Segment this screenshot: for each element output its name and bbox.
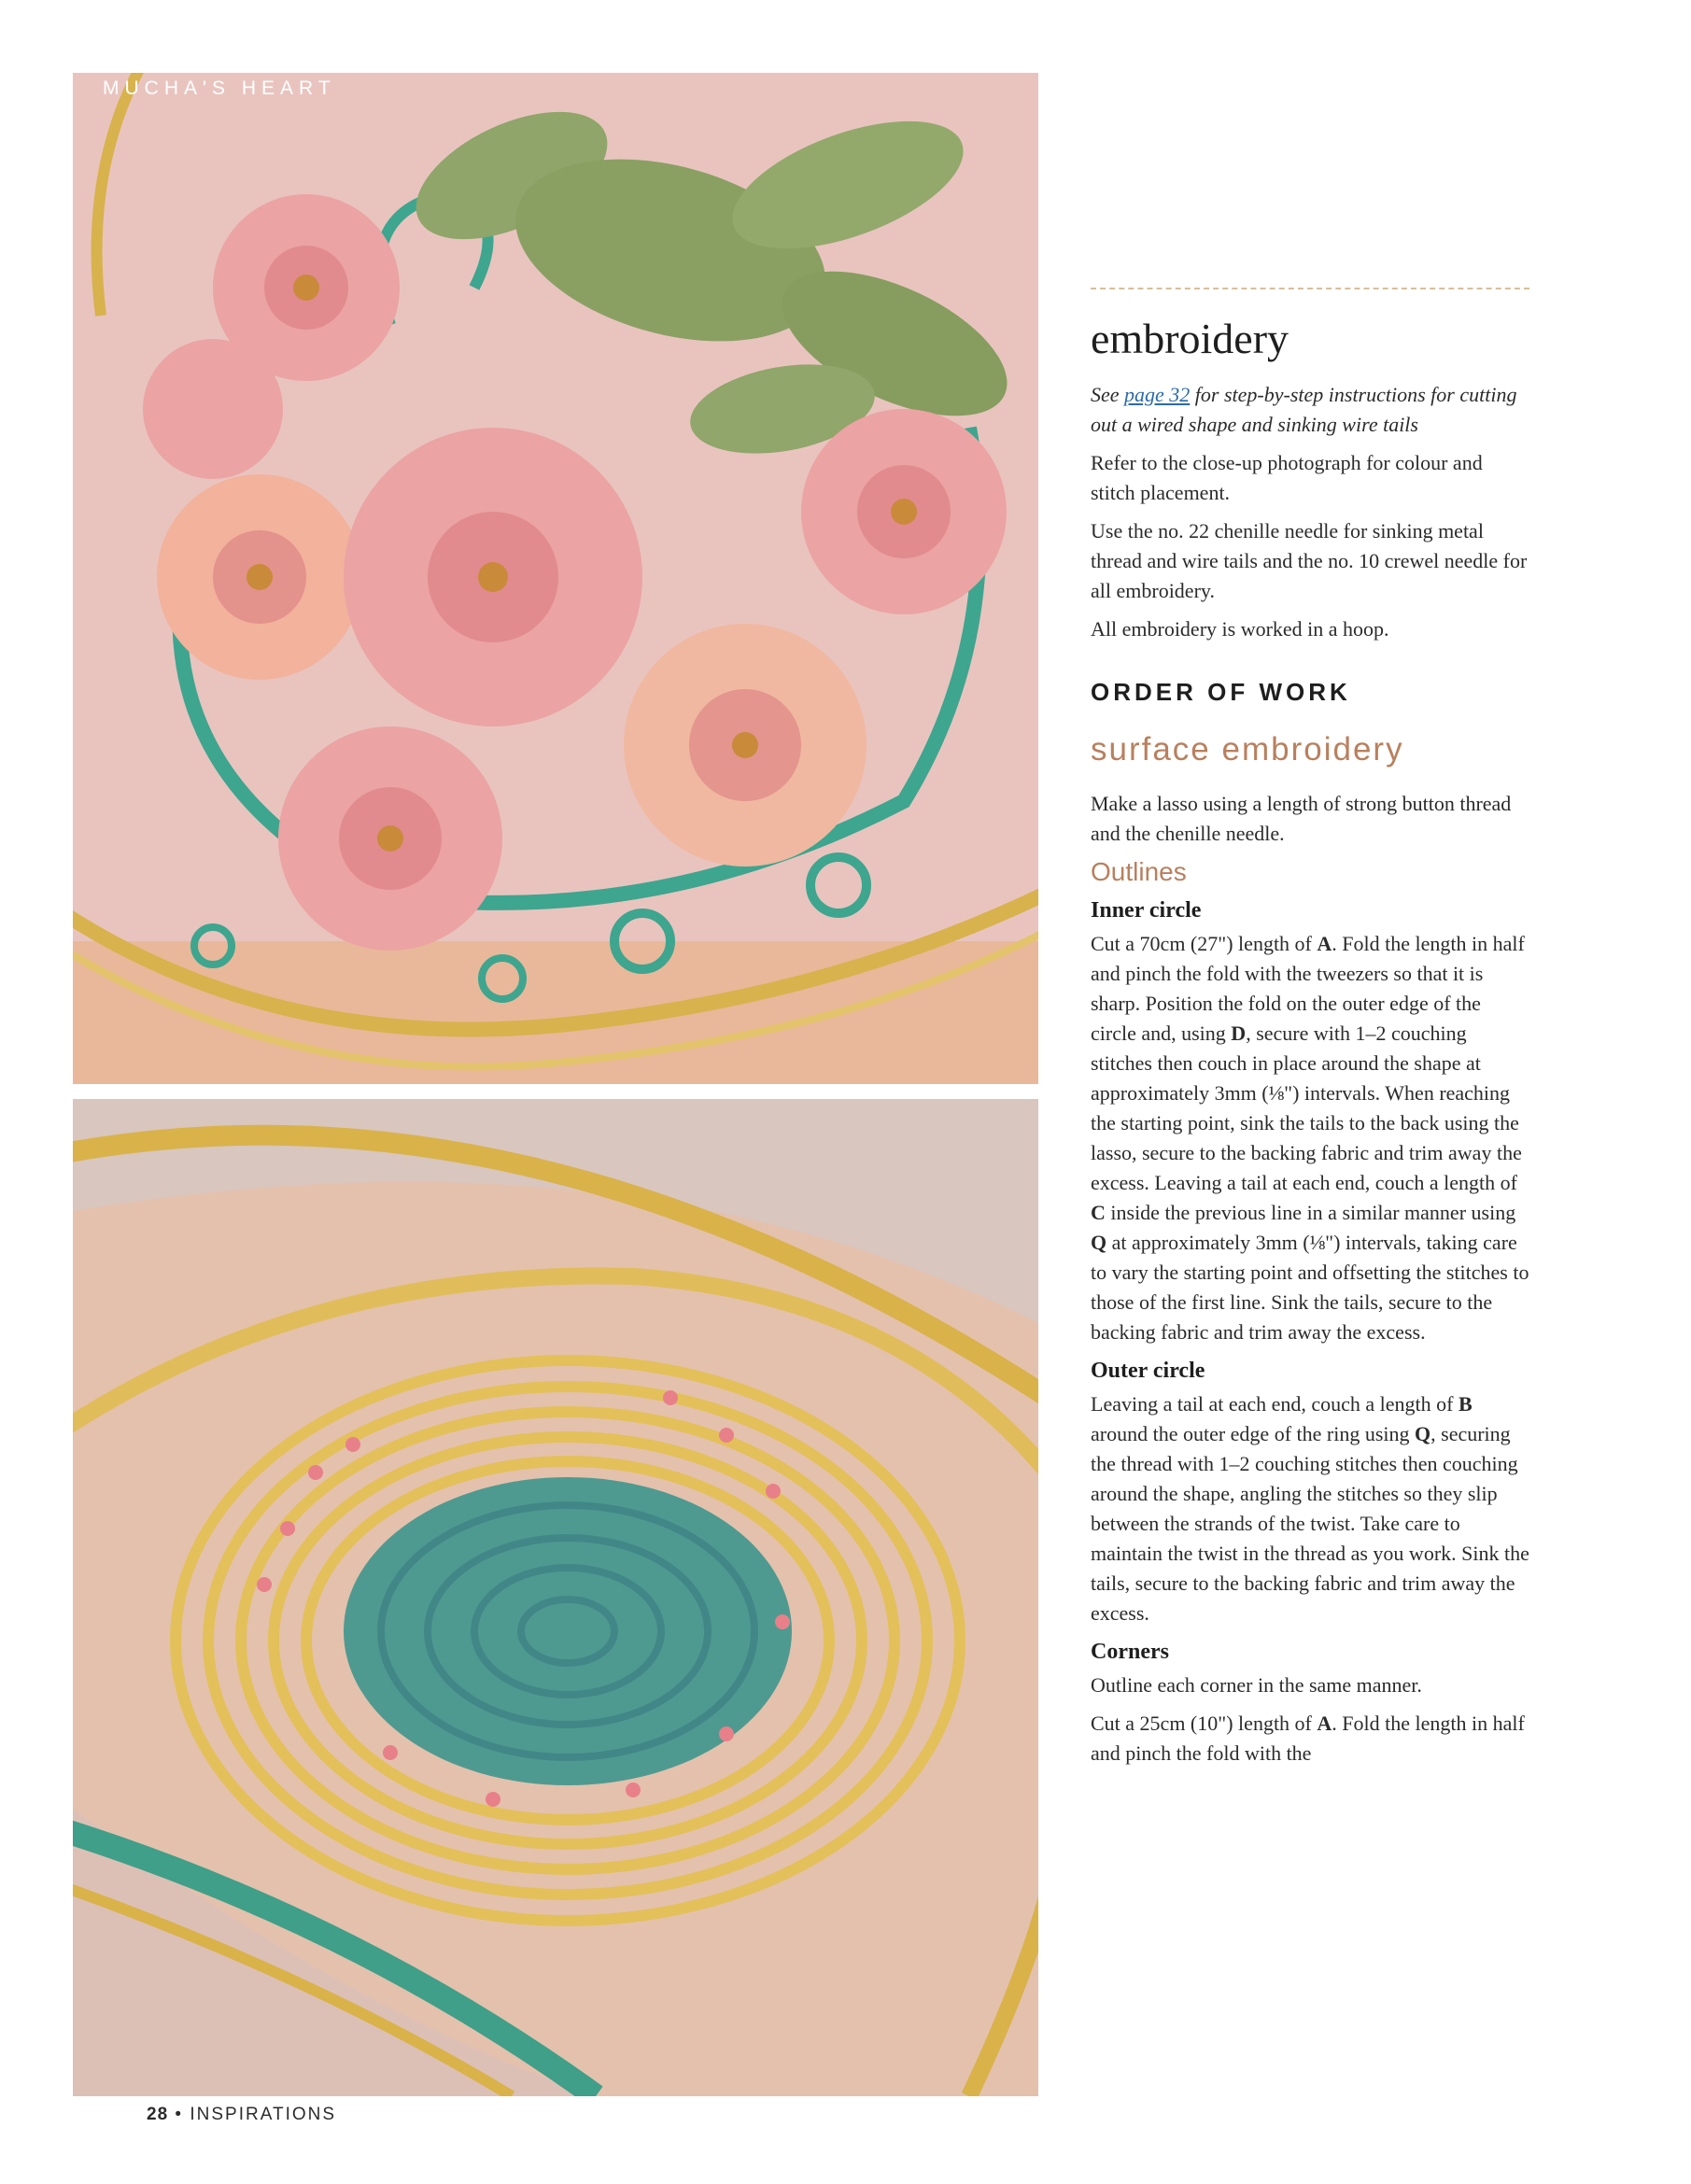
footer-bullet: • bbox=[175, 2105, 184, 2124]
order-of-work-title: ORDER OF WORK bbox=[1091, 678, 1351, 706]
corners-title: Corners bbox=[1091, 1640, 1169, 1664]
intro-note bbox=[1091, 380, 1529, 440]
thread-key-q: Q bbox=[1415, 1422, 1431, 1445]
paragraph-colour-reference: Refer to the close-up photograph for colour and stitch placement. bbox=[1091, 451, 1483, 504]
paragraph-needle-usage: Use the no. 22 chenille needle for sinking metal thread and wire tails and the no. 10 crewel needle for all embroidery. bbox=[1091, 519, 1528, 602]
outer-text-2: around the outer edge of the ring using bbox=[1091, 1422, 1416, 1445]
outer-circle-instructions bbox=[1091, 1389, 1529, 1628]
thread-key-a: A bbox=[1317, 1712, 1332, 1735]
outer-text-1: Leaving a tail at each end, couch a length of bbox=[1091, 1392, 1458, 1416]
inner-circle-title: Inner circle bbox=[1091, 898, 1202, 923]
surface-embroidery-title: surface embroidery bbox=[1091, 731, 1404, 768]
flowers-embroidery-photo bbox=[73, 73, 1038, 1084]
thread-key-a: A bbox=[1317, 932, 1332, 955]
lasso-instruction: Make a lasso using a length of strong button thread and the chenille needle. bbox=[1091, 792, 1512, 845]
paragraph-hoop-note: All embroidery is worked in a hoop. bbox=[1091, 617, 1389, 641]
inner-text-2: . Fold the length in half and pinch the fold with the tweezers so that it is sharp. Position the fold on the outer edge of the circle and, using bbox=[1091, 932, 1525, 1045]
thread-key-q: Q bbox=[1091, 1231, 1107, 1254]
outer-text-3: , securing the thread with 1–2 couching stitches then couching around the shape, angling the stitches so they slip between the strands of the twist. Take care to maintain the twist in the thread as you work. Sink the tails, secure to the backing fabric and trim away the excess. bbox=[1091, 1422, 1529, 1625]
outlines-title: Outlines bbox=[1091, 857, 1187, 886]
inner-circle-instructions bbox=[1091, 929, 1529, 1347]
intro-suffix: for step-by-step instructions for cutting out a wired shape and sinking wire tails bbox=[1091, 383, 1517, 436]
corners-text-1: Cut a 25cm (10") length of bbox=[1091, 1712, 1318, 1735]
page-footer bbox=[147, 2105, 336, 2125]
dashed-divider bbox=[1091, 288, 1529, 289]
corners-text-2: . Fold the length in half and pinch the fold with the bbox=[1091, 1712, 1525, 1765]
intro-prefix: See bbox=[1091, 383, 1125, 406]
thread-key-d: D bbox=[1231, 1022, 1247, 1045]
thread-key-c: C bbox=[1091, 1201, 1106, 1224]
page-number: 28 bbox=[147, 2105, 169, 2124]
page-reference-link[interactable]: page 32 bbox=[1124, 383, 1191, 406]
gold-spiral-closeup-photo bbox=[73, 1099, 1038, 2096]
inner-text-1: Cut a 70cm (27") length of bbox=[1091, 932, 1318, 955]
instructions-column bbox=[1091, 288, 1529, 1777]
outer-circle-title: Outer circle bbox=[1091, 1359, 1205, 1383]
inner-text-4: inside the previous line in a similar manner using bbox=[1105, 1201, 1516, 1224]
section-label: MUCHA'S HEART bbox=[103, 77, 336, 99]
corners-outline-note: Outline each corner in the same manner. bbox=[1091, 1673, 1422, 1697]
corners-instructions bbox=[1091, 1709, 1529, 1768]
thread-key-b: B bbox=[1458, 1392, 1473, 1416]
inner-text-3: , secure with 1–2 couching stitches then couch in place around the shape at approximately 3mm (⅛") intervals. When reaching the starting point, sink the tails to the back using the lasso, secure to the backing fabric and trim away the excess. Leaving a tail at each end, couch a length of bbox=[1091, 1022, 1522, 1194]
magazine-name: INSPIRATIONS bbox=[190, 2105, 337, 2124]
section-heading: embroidery bbox=[1091, 315, 1289, 362]
inner-text-5: at approximately 3mm (⅛") intervals, taking care to vary the starting point and offsetting the stitches to those of the first line. Sink the tails, secure to the backing fabric and trim away the excess. bbox=[1091, 1231, 1529, 1344]
